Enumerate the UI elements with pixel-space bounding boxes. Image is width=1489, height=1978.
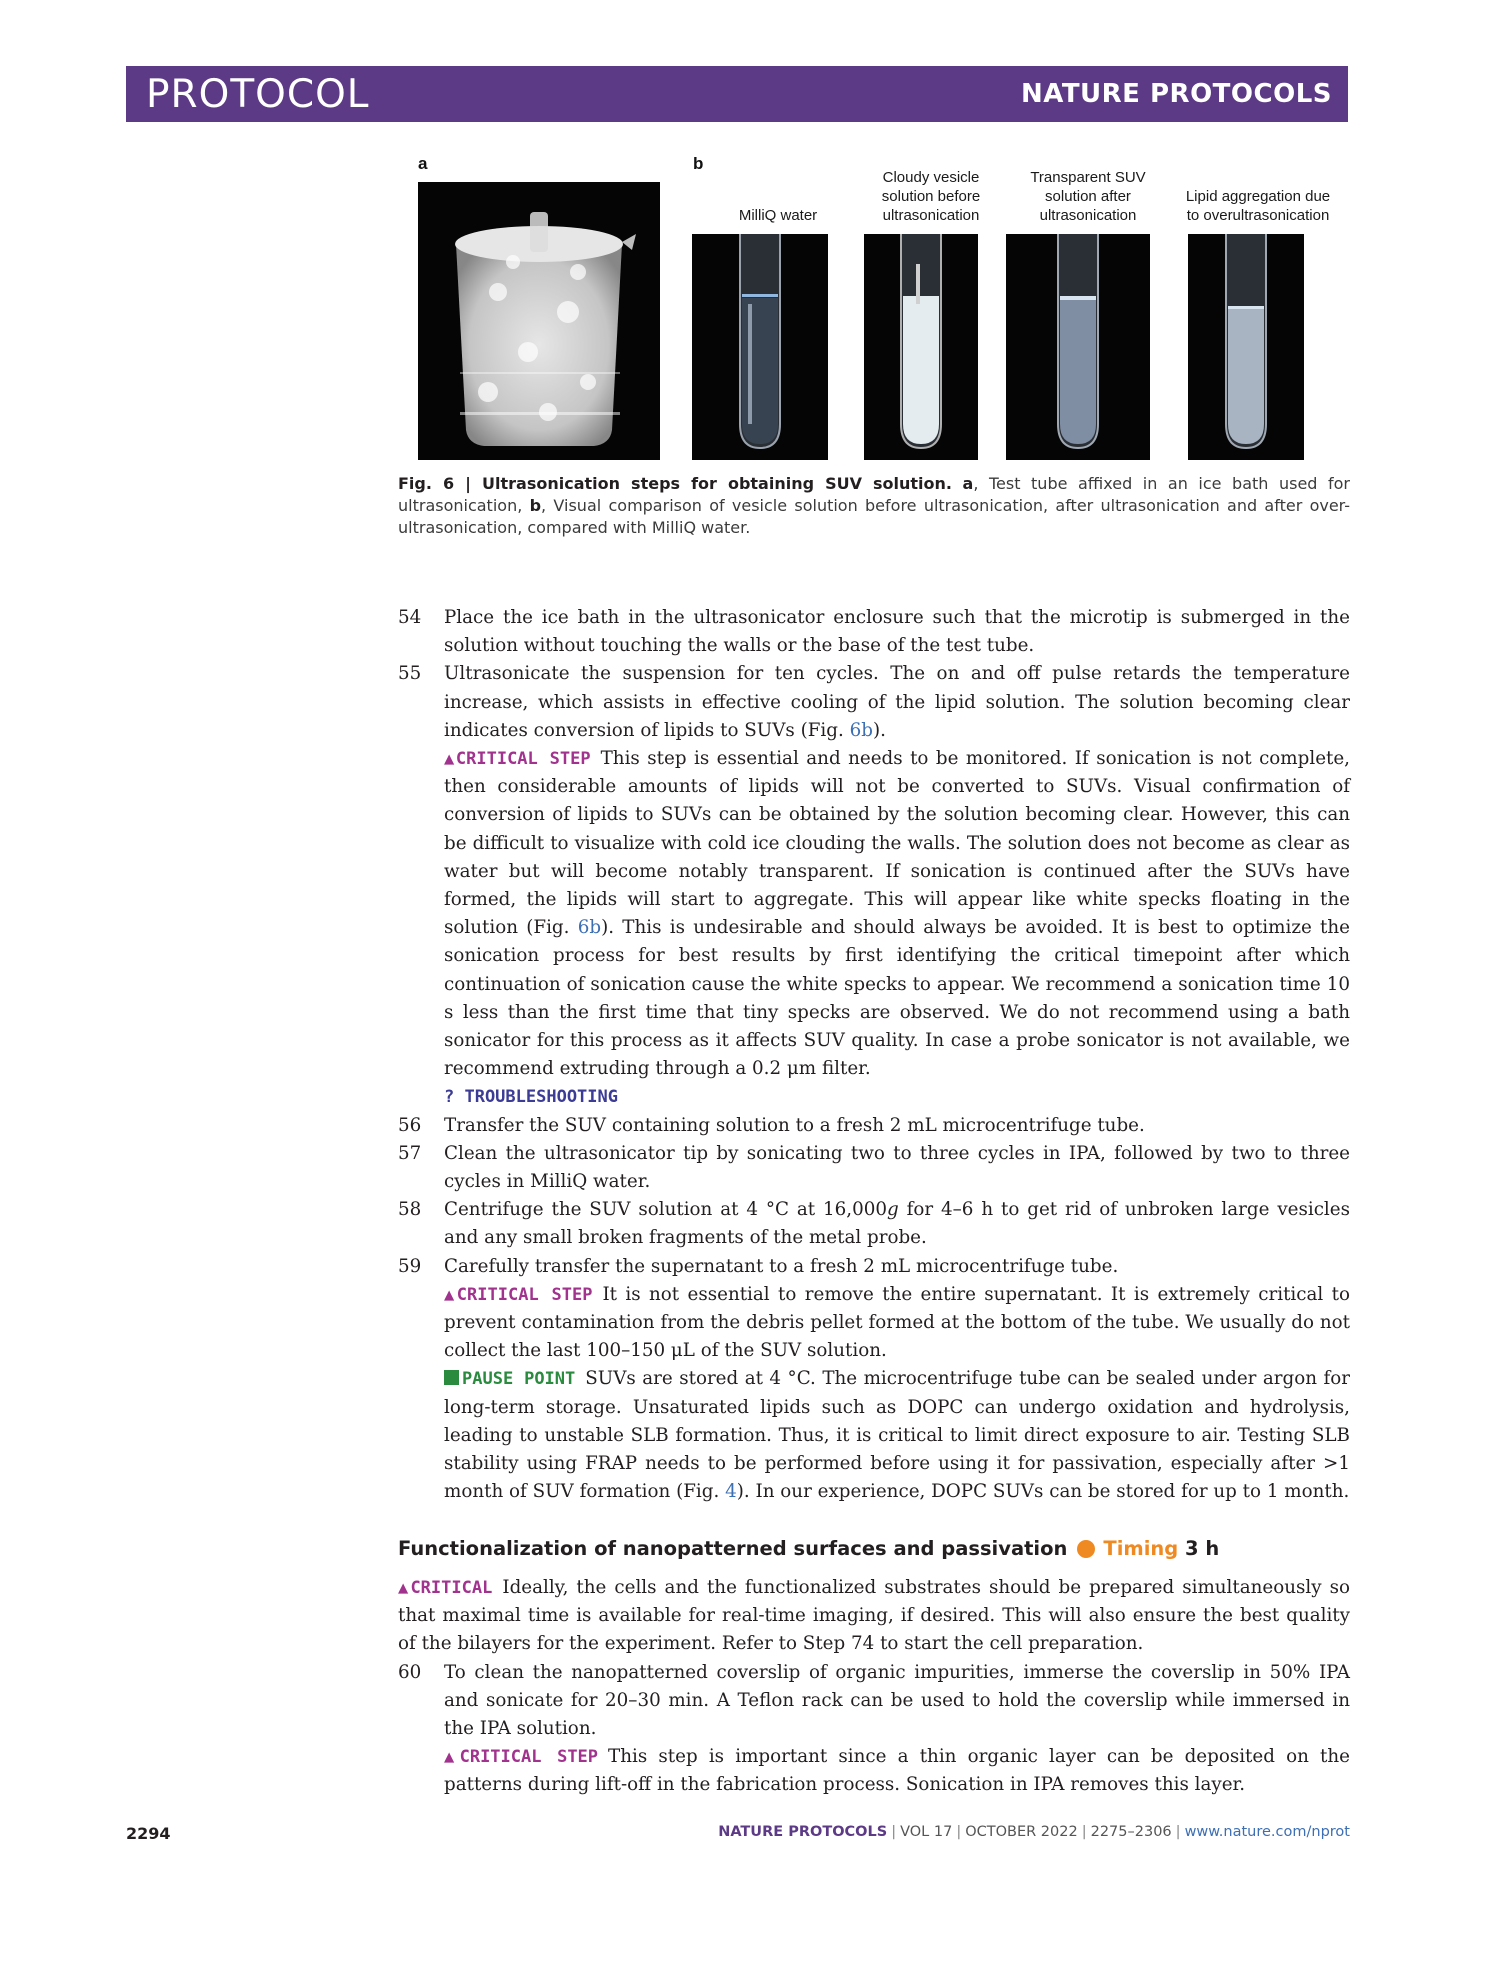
step-text: Centrifuge the SUV solution at 4 °C at 16,000 xyxy=(444,1199,888,1221)
caption-b-text: , Visual comparison of vesicle solution before ultrasonication, after ultrasonication and after over-ultrasonication, compared with MilliQ water. xyxy=(398,496,1350,537)
tube-label-cloudy: Cloudy vesicle solution before ultrasonication xyxy=(881,169,981,224)
section-label: PROTOCOL xyxy=(146,71,370,117)
section-title: Functionalization of nanopatterned surfaces and passivation xyxy=(398,1537,1068,1560)
step-text: Carefully transfer the supernatant to a fresh 2 mL microcentrifuge tube. xyxy=(444,1255,1119,1277)
caption-a-text: , Test tube affixed in an ice bath used for ultrasonication, xyxy=(398,474,1350,515)
step-text: To clean the nanopatterned coverslip of organic impurities, immerse the coverslip in 50% IPA and sonicate for 20–30 min. A Teflon rack can be used to hold the coverslip while immersed in the IPA solution. xyxy=(444,1661,1350,1740)
step-number: 57 xyxy=(398,1142,422,1164)
step-60 xyxy=(398,1659,1350,1744)
g-force-symbol: g xyxy=(887,1199,899,1221)
critical-step-text: It is not essential to remove the entire supernatant. It is extremely critical to prevent contamination from the debris pellet formed at the bottom of the tube. We usually do not collect the last 100–150 μL of the SUV solution. xyxy=(444,1283,1350,1362)
timing-label: Timing xyxy=(1103,1537,1179,1560)
beaker-illustration xyxy=(418,182,660,460)
tube-photo-aggregation xyxy=(1188,234,1304,460)
tube-label-aggregation: Lipid aggregation due to overultrasonication xyxy=(1185,188,1331,224)
section-heading xyxy=(398,1537,1219,1560)
critical-step-text-end: ). This is undesirable and should always be avoided. It is best to optimize the sonication process for best results by first identifying the critical timepoint after which continuation of sonication cause the white specks to appear. We recommend a sonication time 10 s less than the first time that tiny specks are observed. We do not recommend using a bath sonicator for this process as it affects SUV quality. In case a probe sonicator is not available, we recommend extruding through a 0.2 μm filter. xyxy=(444,917,1350,1080)
step-55 xyxy=(398,660,1350,745)
journal-name: NATURE PROTOCOLS xyxy=(1020,79,1332,109)
tube-label-milliq: MilliQ water xyxy=(738,207,818,224)
panel-letter-b: b xyxy=(693,154,704,173)
section-steps xyxy=(398,1574,1350,1800)
footer-pages: 2275–2306 xyxy=(1090,1824,1172,1840)
caption-panel-b: b xyxy=(529,496,542,515)
caption-title: Fig. 6 | Ultrasonication steps for obtaining SUV solution. xyxy=(398,474,952,493)
pause-point-text-end: ). In our experience, DOPC SUVs can be stored for up to 1 month. xyxy=(736,1481,1350,1503)
caption-panel-a: a xyxy=(962,474,974,493)
critical-step-59 xyxy=(398,1281,1350,1366)
tube-photo-cloudy xyxy=(864,234,978,460)
step-57 xyxy=(398,1140,1350,1196)
tube-photo-transparent xyxy=(1006,234,1150,460)
timing-value: 3 h xyxy=(1185,1537,1220,1560)
step-54 xyxy=(398,604,1350,660)
step-text: Transfer the SUV containing solution to a fresh 2 mL microcentrifuge tube. xyxy=(444,1114,1145,1136)
step-text-end: ). xyxy=(872,719,886,741)
footer-date: OCTOBER 2022 xyxy=(965,1824,1078,1840)
panel-letter-a: a xyxy=(418,154,428,173)
journal-header-band xyxy=(126,66,1348,122)
critical-text: Ideally, the cells and the functionalized substrates should be prepared simultaneously so that maximal time is available for real-time imaging, if desired. This will also ensure the best quality of the bilayers for the experiment. Refer to Step 74 to start the cell preparation. xyxy=(398,1577,1350,1655)
step-number: 59 xyxy=(398,1255,422,1277)
step-number: 58 xyxy=(398,1199,422,1221)
step-text-end: for 4–6 h to get rid of unbroken large vesicles and any small broken fragments of the metal probe. xyxy=(444,1199,1350,1249)
step-text: Clean the ultrasonicator tip by sonicating two to three cycles in IPA, followed by two to three cycles in MilliQ water. xyxy=(444,1142,1350,1193)
step-number: 54 xyxy=(398,607,422,628)
tube-photo-milliq xyxy=(692,234,828,460)
step-59 xyxy=(398,1253,1350,1281)
tube-label-transparent: Transparent SUV solution after ultrasonication xyxy=(1030,169,1146,224)
figure-caption xyxy=(398,473,1350,539)
figure-link[interactable]: 6b xyxy=(849,719,873,741)
pause-point-59 xyxy=(398,1365,1350,1506)
critical-step-text: This step is important since a thin organic layer can be deposited on the patterns during lift-off in the fabrication process. Sonication in IPA removes this layer. xyxy=(444,1746,1350,1796)
ice-bath-beaker-photo xyxy=(418,182,660,460)
critical-step-55 xyxy=(398,745,1350,1083)
step-number: 55 xyxy=(398,663,422,685)
step-text: Ultrasonicate the suspension for ten cycles. The on and off pulse retards the temperature increase, which assists in effective cooling of the lipid solution. The solution becoming clear indicates conversion of lipids to SUVs (Fig. xyxy=(444,663,1350,741)
step-58 xyxy=(398,1196,1350,1252)
footer-citation: NATURE PROTOCOLS | VOL 17 | OCTOBER 2022 | 2275–2306 | www.nature.com/nprot xyxy=(718,1824,1350,1840)
pause-square-icon xyxy=(444,1370,459,1385)
footer-volume: VOL 17 xyxy=(900,1824,953,1840)
critical-tag: ▲CRITICAL xyxy=(398,1578,493,1598)
critical-step-tag: ▲CRITICAL STEP xyxy=(444,749,591,770)
step-56 xyxy=(398,1112,1350,1140)
procedure-steps xyxy=(398,604,1350,1507)
section-critical-note xyxy=(398,1574,1350,1659)
page-number: 2294 xyxy=(126,1824,171,1843)
figure-6 xyxy=(398,150,1350,460)
pause-point-text: SUVs are stored at 4 °C. The microcentrifuge tube can be sealed under argon for long-term storage. Unsaturated lipids such as DOPC can undergo oxidation and hydrolysis, leading to unstable SLB formation. Thus, it is critical to limit direct exposure to air. Testing SLB stability using FRAP needs to be performed before using it for passivation, especially after >1 month of SUV formation (Fig. xyxy=(444,1368,1350,1503)
critical-step-text: This step is essential and needs to be monitored. If sonication is not complete, then considerable amounts of lipids will not be converted to SUVs. Visual confirmation of conversion of lipids to SUVs can be obtained by the solution becoming clear. However, this can be difficult to visualize with cold ice clouding the walls. The solution does not become as clear as water but will become notably transparent. If sonication is continued after the SUVs have formed, the lipids will start to aggregate. This will appear like white specks floating in the solution (Fig. xyxy=(444,748,1350,939)
figure-link[interactable]: 6b xyxy=(577,917,602,939)
troubleshooting-link[interactable]: ? TROUBLESHOOTING xyxy=(444,1087,618,1108)
step-text: Place the ice bath in the ultrasonicator enclosure such that the microtip is submerged in the solution without touching the walls or the base of the test tube. xyxy=(444,607,1350,657)
step-number: 60 xyxy=(398,1661,422,1683)
pause-point-tag: PAUSE POINT xyxy=(462,1369,576,1390)
critical-step-tag: ▲CRITICAL STEP xyxy=(444,1747,599,1768)
timing-dot-icon xyxy=(1077,1540,1095,1558)
troubleshooting-link-row xyxy=(398,1083,1350,1111)
step-number: 56 xyxy=(398,1114,422,1136)
footer-journal: NATURE PROTOCOLS xyxy=(718,1824,888,1840)
critical-step-60 xyxy=(398,1743,1350,1799)
critical-step-tag: ▲CRITICAL STEP xyxy=(444,1284,593,1305)
footer-url-link[interactable]: www.nature.com/nprot xyxy=(1184,1824,1350,1840)
figure-link[interactable]: 4 xyxy=(725,1481,737,1503)
